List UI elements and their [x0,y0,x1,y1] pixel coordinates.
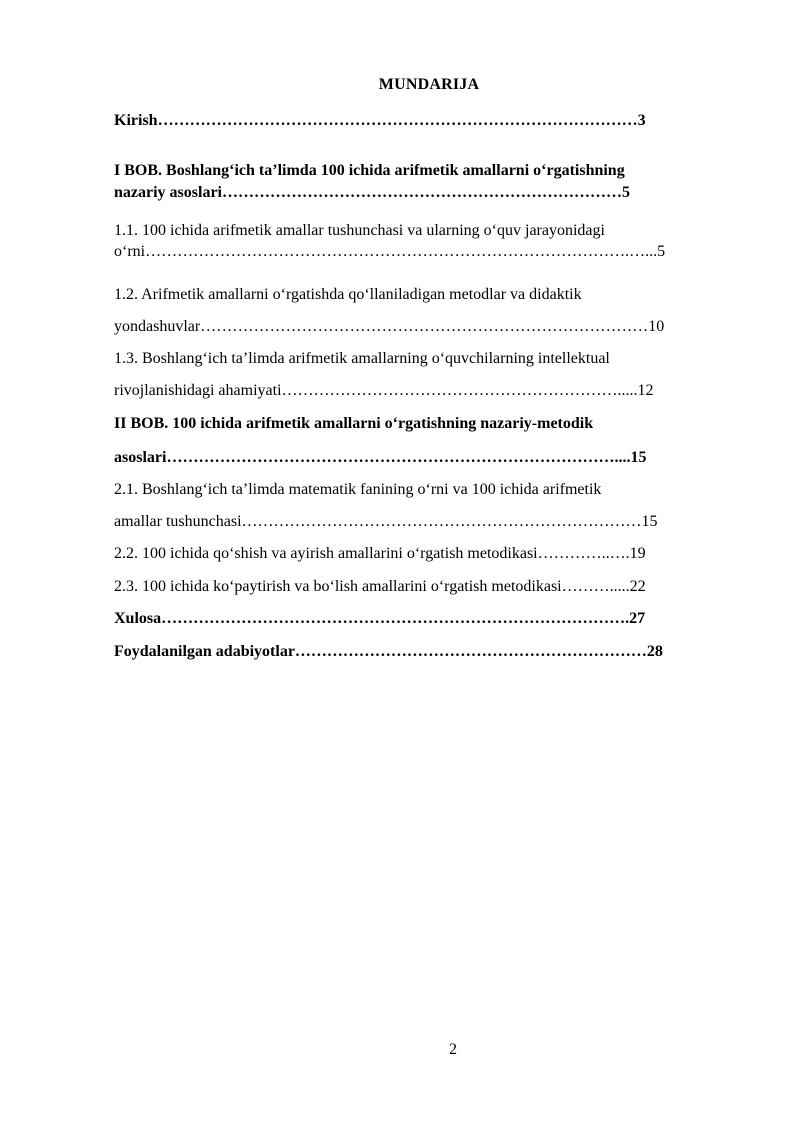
toc-section-1-1-line-1: 1.1. 100 ichida arifmetik amallar tushunchasi va ularning o‘quv jarayonidagi [114,222,605,239]
toc-section-1-1-line-2: o‘rni……………………………………………………………………………….…...5 [114,243,666,260]
toc-entry-adabiyotlar: Foydalanilgan adabiyotlar…………………………………………………………28 [114,643,663,660]
toc-chapter-1-line-1: I BOB. Boshlang‘ich ta’limda 100 ichida arifmetik amallarni o‘rgatishning [114,162,625,179]
toc-chapter-2-line-2: asoslari…………………………………………………………………………....15 [114,449,647,466]
toc-section-1-3-line-2: rivojlanishidagi ahamiyati……………………………………………………….....12 [114,382,654,399]
page-title: MUNDARIJA [378,76,480,93]
toc-section-2-1-line-1: 2.1. Boshlang‘ich ta’limda matematik fanining o‘rni va 100 ichida arifmetik [114,481,602,498]
toc-chapter-2-line-1: II BOB. 100 ichida arifmetik amallarni o‘rgatishning nazariy-metodik [114,415,594,432]
toc-section-2-2: 2.2. 100 ichida qo‘shish va ayirish amallarini o‘rgatish metodikasi…………..….19 [114,545,646,562]
toc-section-1-2-line-2: yondashuvlar…………………………………………………………………………10 [114,318,665,335]
toc-chapter-1-line-2: nazariy asoslari…………………………………………………………………5 [114,184,630,201]
toc-section-2-1-line-2: amallar tushunchasi…………………………………………………………………15 [114,513,658,530]
toc-section-2-3: 2.3. 100 ichida ko‘paytirish va bo‘lish amallarini o‘rgatish metodikasi……….....22 [114,578,646,595]
toc-entry-xulosa: Xulosa…………………………………………………………………………….27 [114,610,646,627]
page-number: 2 [449,1041,457,1058]
toc-section-1-3-line-1: 1.3. Boshlang‘ich ta’limda arifmetik amallarning o‘quvchilarning intellektual [114,350,610,367]
toc-section-1-2-line-1: 1.2. Arifmetik amallarni o‘rgatishda qo‘llaniladigan metodlar va didaktik [114,286,582,303]
toc-entry-kirish: Kirish………………………………………………………………………………3 [114,112,646,129]
